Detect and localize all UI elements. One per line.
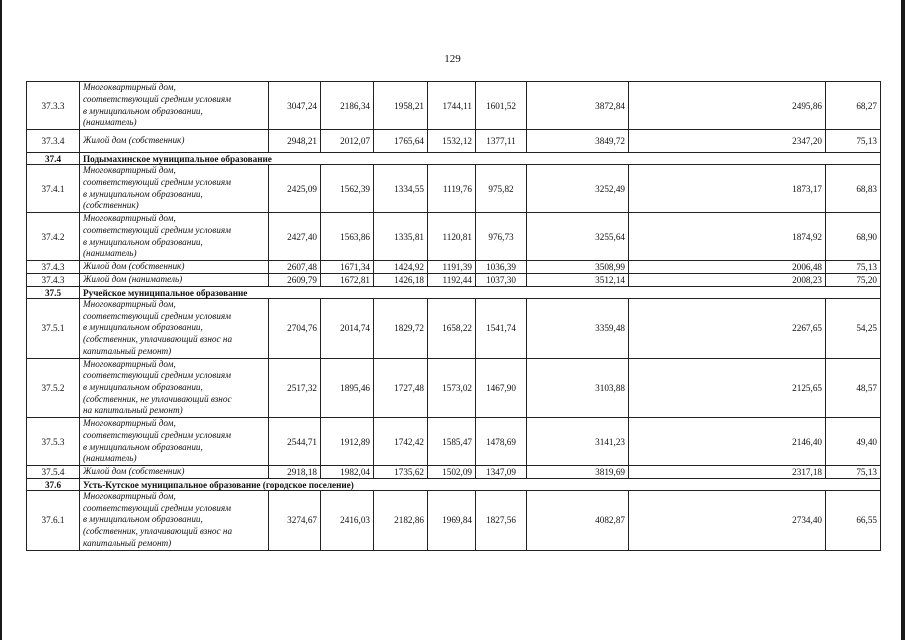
section-code: 37.6 <box>27 479 80 491</box>
value-cell: 1541,74 <box>476 299 527 359</box>
value-cell: 1502,09 <box>428 466 476 479</box>
description-line: (наниматель) <box>83 248 137 259</box>
section-title: Ручейское муниципальное образование <box>80 287 881 299</box>
value-cell: 3255,64 <box>527 213 629 261</box>
housing-type-description <box>80 418 269 466</box>
value-cell: 1829,72 <box>374 299 428 359</box>
table-row <box>27 130 881 153</box>
value-cell: 3274,67 <box>269 491 321 551</box>
value-cell: 1573,02 <box>428 358 476 418</box>
value-cell: 1120,81 <box>428 213 476 261</box>
value-cell: 48,57 <box>826 358 881 418</box>
value-cell: 1037,30 <box>476 274 527 287</box>
value-cell: 2146,40 <box>629 418 826 466</box>
housing-type-description <box>80 165 269 213</box>
description-line: (наниматель) <box>83 453 137 464</box>
value-cell: 3103,88 <box>527 358 629 418</box>
value-cell: 68,83 <box>826 165 881 213</box>
value-cell: 1982,04 <box>321 466 374 479</box>
section-title: Подымахинское муниципальное образование <box>80 153 881 165</box>
value-cell: 2495,86 <box>629 82 826 130</box>
row-code: 37.4.2 <box>27 213 80 261</box>
value-cell: 75,13 <box>826 466 881 479</box>
value-cell: 1601,52 <box>476 82 527 130</box>
value-cell: 1532,12 <box>428 130 476 153</box>
value-cell: 1658,22 <box>428 299 476 359</box>
value-cell: 3849,72 <box>527 130 629 153</box>
description-line: Многоквартирный дом, <box>83 213 176 224</box>
row-code: 37.5.4 <box>27 466 80 479</box>
value-cell: 68,90 <box>826 213 881 261</box>
page-number: 129 <box>444 53 461 65</box>
value-cell: 1873,17 <box>629 165 826 213</box>
value-cell: 1969,84 <box>428 491 476 551</box>
housing-type-description <box>80 213 269 261</box>
description-line: (собственник, уплачивающий взнос на <box>83 526 233 537</box>
value-cell: 2317,18 <box>629 466 826 479</box>
description-line: в муниципальном образовании, <box>83 322 203 333</box>
value-cell: 1672,81 <box>321 274 374 287</box>
value-cell: 975,82 <box>476 165 527 213</box>
table-row <box>27 213 881 261</box>
row-code: 37.5.3 <box>27 418 80 466</box>
value-cell: 75,13 <box>826 130 881 153</box>
row-code: 37.4.1 <box>27 165 80 213</box>
value-cell: 1192,44 <box>428 274 476 287</box>
description-line: (собственник, уплачивающий взнос на <box>83 334 233 345</box>
value-cell: 3819,69 <box>527 466 629 479</box>
description-line: соответствующий средним условиям <box>83 310 231 321</box>
value-cell: 4082,87 <box>527 491 629 551</box>
housing-type-description <box>80 82 269 130</box>
description-line: капитальный ремонт) <box>83 345 172 356</box>
value-cell: 1874,92 <box>629 213 826 261</box>
scan-border-right <box>901 0 905 640</box>
value-cell: 75,20 <box>826 274 881 287</box>
description-line: соответствующий средним условиям <box>83 502 231 513</box>
value-cell: 1377,11 <box>476 130 527 153</box>
housing-type-description <box>80 261 269 274</box>
value-cell: 1335,81 <box>374 213 428 261</box>
value-cell: 1467,90 <box>476 358 527 418</box>
value-cell: 3252,49 <box>527 165 629 213</box>
value-cell: 1478,69 <box>476 418 527 466</box>
value-cell: 1562,39 <box>321 165 374 213</box>
value-cell: 2425,09 <box>269 165 321 213</box>
housing-type-description <box>80 466 269 479</box>
housing-type-description <box>80 358 269 418</box>
value-cell: 1424,92 <box>374 261 428 274</box>
value-cell: 1958,21 <box>374 82 428 130</box>
description-line: в муниципальном образовании, <box>83 188 203 199</box>
description-line: в муниципальном образовании, <box>83 514 203 525</box>
row-code: 37.5.1 <box>27 299 80 359</box>
value-cell: 2008,23 <box>629 274 826 287</box>
description-line: Жилой дом (наниматель) <box>83 274 183 285</box>
value-cell: 2427,40 <box>269 213 321 261</box>
row-code: 37.4.3 <box>27 261 80 274</box>
table-row <box>27 165 881 213</box>
scan-border-left <box>0 0 2 640</box>
value-cell: 2182,86 <box>374 491 428 551</box>
description-line: Многоквартирный дом, <box>83 299 176 309</box>
value-cell: 1671,34 <box>321 261 374 274</box>
description-line: в муниципальном образовании, <box>83 381 203 392</box>
description-line: в муниципальном образовании, <box>83 236 203 247</box>
value-cell: 1895,46 <box>321 358 374 418</box>
value-cell: 2734,40 <box>629 491 826 551</box>
description-line: соответствующий средним условиям <box>83 176 231 187</box>
value-cell: 1426,18 <box>374 274 428 287</box>
description-line: в муниципальном образовании, <box>83 105 203 116</box>
description-line: соответствующий средним условиям <box>83 429 231 440</box>
value-cell: 2416,03 <box>321 491 374 551</box>
description-line: соответствующий средним условиям <box>83 93 231 104</box>
row-code: 37.5.2 <box>27 358 80 418</box>
table-row <box>27 274 881 287</box>
value-cell: 2014,74 <box>321 299 374 359</box>
value-cell: 1744,11 <box>428 82 476 130</box>
value-cell: 2609,79 <box>269 274 321 287</box>
value-cell: 1334,55 <box>374 165 428 213</box>
section-row <box>27 153 881 165</box>
value-cell: 2347,20 <box>629 130 826 153</box>
description-line: на капитальный ремонт) <box>83 405 183 416</box>
value-cell: 3508,99 <box>527 261 629 274</box>
value-cell: 2012,07 <box>321 130 374 153</box>
value-cell: 2267,65 <box>629 299 826 359</box>
value-cell: 1119,76 <box>428 165 476 213</box>
table-row <box>27 358 881 418</box>
value-cell: 75,13 <box>826 261 881 274</box>
value-cell: 1735,62 <box>374 466 428 479</box>
value-cell: 2186,34 <box>321 82 374 130</box>
section-row <box>27 287 881 299</box>
housing-type-description <box>80 274 269 287</box>
value-cell: 49,40 <box>826 418 881 466</box>
section-code: 37.5 <box>27 287 80 299</box>
table-row <box>27 418 881 466</box>
description-line: (наниматель) <box>83 117 137 128</box>
table-row <box>27 491 881 551</box>
table-row <box>27 466 881 479</box>
row-code: 37.3.3 <box>27 82 80 130</box>
value-cell: 2607,48 <box>269 261 321 274</box>
description-line: Жилой дом (собственник) <box>83 466 185 477</box>
section-code: 37.4 <box>27 153 80 165</box>
value-cell: 2704,76 <box>269 299 321 359</box>
value-cell: 2125,65 <box>629 358 826 418</box>
value-cell: 2006,48 <box>629 261 826 274</box>
table-row <box>27 261 881 274</box>
value-cell: 3872,84 <box>527 82 629 130</box>
value-cell: 1585,47 <box>428 418 476 466</box>
value-cell: 3512,14 <box>527 274 629 287</box>
tariff-table <box>26 81 881 551</box>
description-line: Многоквартирный дом, <box>83 82 176 93</box>
value-cell: 3047,24 <box>269 82 321 130</box>
value-cell: 976,73 <box>476 213 527 261</box>
description-line: соответствующий средним условиям <box>83 224 231 235</box>
value-cell: 3141,23 <box>527 418 629 466</box>
description-line: Жилой дом (собственник) <box>83 261 185 272</box>
description-line: (собственник) <box>83 200 139 211</box>
value-cell: 2544,71 <box>269 418 321 466</box>
value-cell: 2517,32 <box>269 358 321 418</box>
value-cell: 1036,39 <box>476 261 527 274</box>
value-cell: 2948,21 <box>269 130 321 153</box>
table-row <box>27 299 881 359</box>
value-cell: 1765,64 <box>374 130 428 153</box>
description-line: Многоквартирный дом, <box>83 165 176 176</box>
description-line: в муниципальном образовании, <box>83 441 203 452</box>
row-code: 37.4.3 <box>27 274 80 287</box>
value-cell: 54,25 <box>826 299 881 359</box>
value-cell: 68,27 <box>826 82 881 130</box>
value-cell: 1563,86 <box>321 213 374 261</box>
description-line: капитальный ремонт) <box>83 537 172 548</box>
housing-type-description <box>80 491 269 551</box>
section-row <box>27 479 881 491</box>
description-line: Многоквартирный дом, <box>83 418 176 429</box>
value-cell: 1347,09 <box>476 466 527 479</box>
value-cell: 1827,56 <box>476 491 527 551</box>
description-line: Жилой дом (собственник) <box>83 135 185 146</box>
section-title: Усть-Кутское муниципальное образование (городское поселение) <box>80 479 881 491</box>
description-line: Многоквартирный дом, <box>83 358 176 369</box>
table-row <box>27 82 881 130</box>
value-cell: 1191,39 <box>428 261 476 274</box>
housing-type-description <box>80 130 269 153</box>
row-code: 37.6.1 <box>27 491 80 551</box>
value-cell: 66,55 <box>826 491 881 551</box>
description-line: Многоквартирный дом, <box>83 491 176 502</box>
value-cell: 3359,48 <box>527 299 629 359</box>
description-line: (собственник, не уплачивающий взнос <box>83 393 232 404</box>
value-cell: 1742,42 <box>374 418 428 466</box>
value-cell: 1727,48 <box>374 358 428 418</box>
value-cell: 1912,89 <box>321 418 374 466</box>
value-cell: 2918,18 <box>269 466 321 479</box>
row-code: 37.3.4 <box>27 130 80 153</box>
description-line: соответствующий средним условиям <box>83 370 231 381</box>
housing-type-description <box>80 299 269 359</box>
